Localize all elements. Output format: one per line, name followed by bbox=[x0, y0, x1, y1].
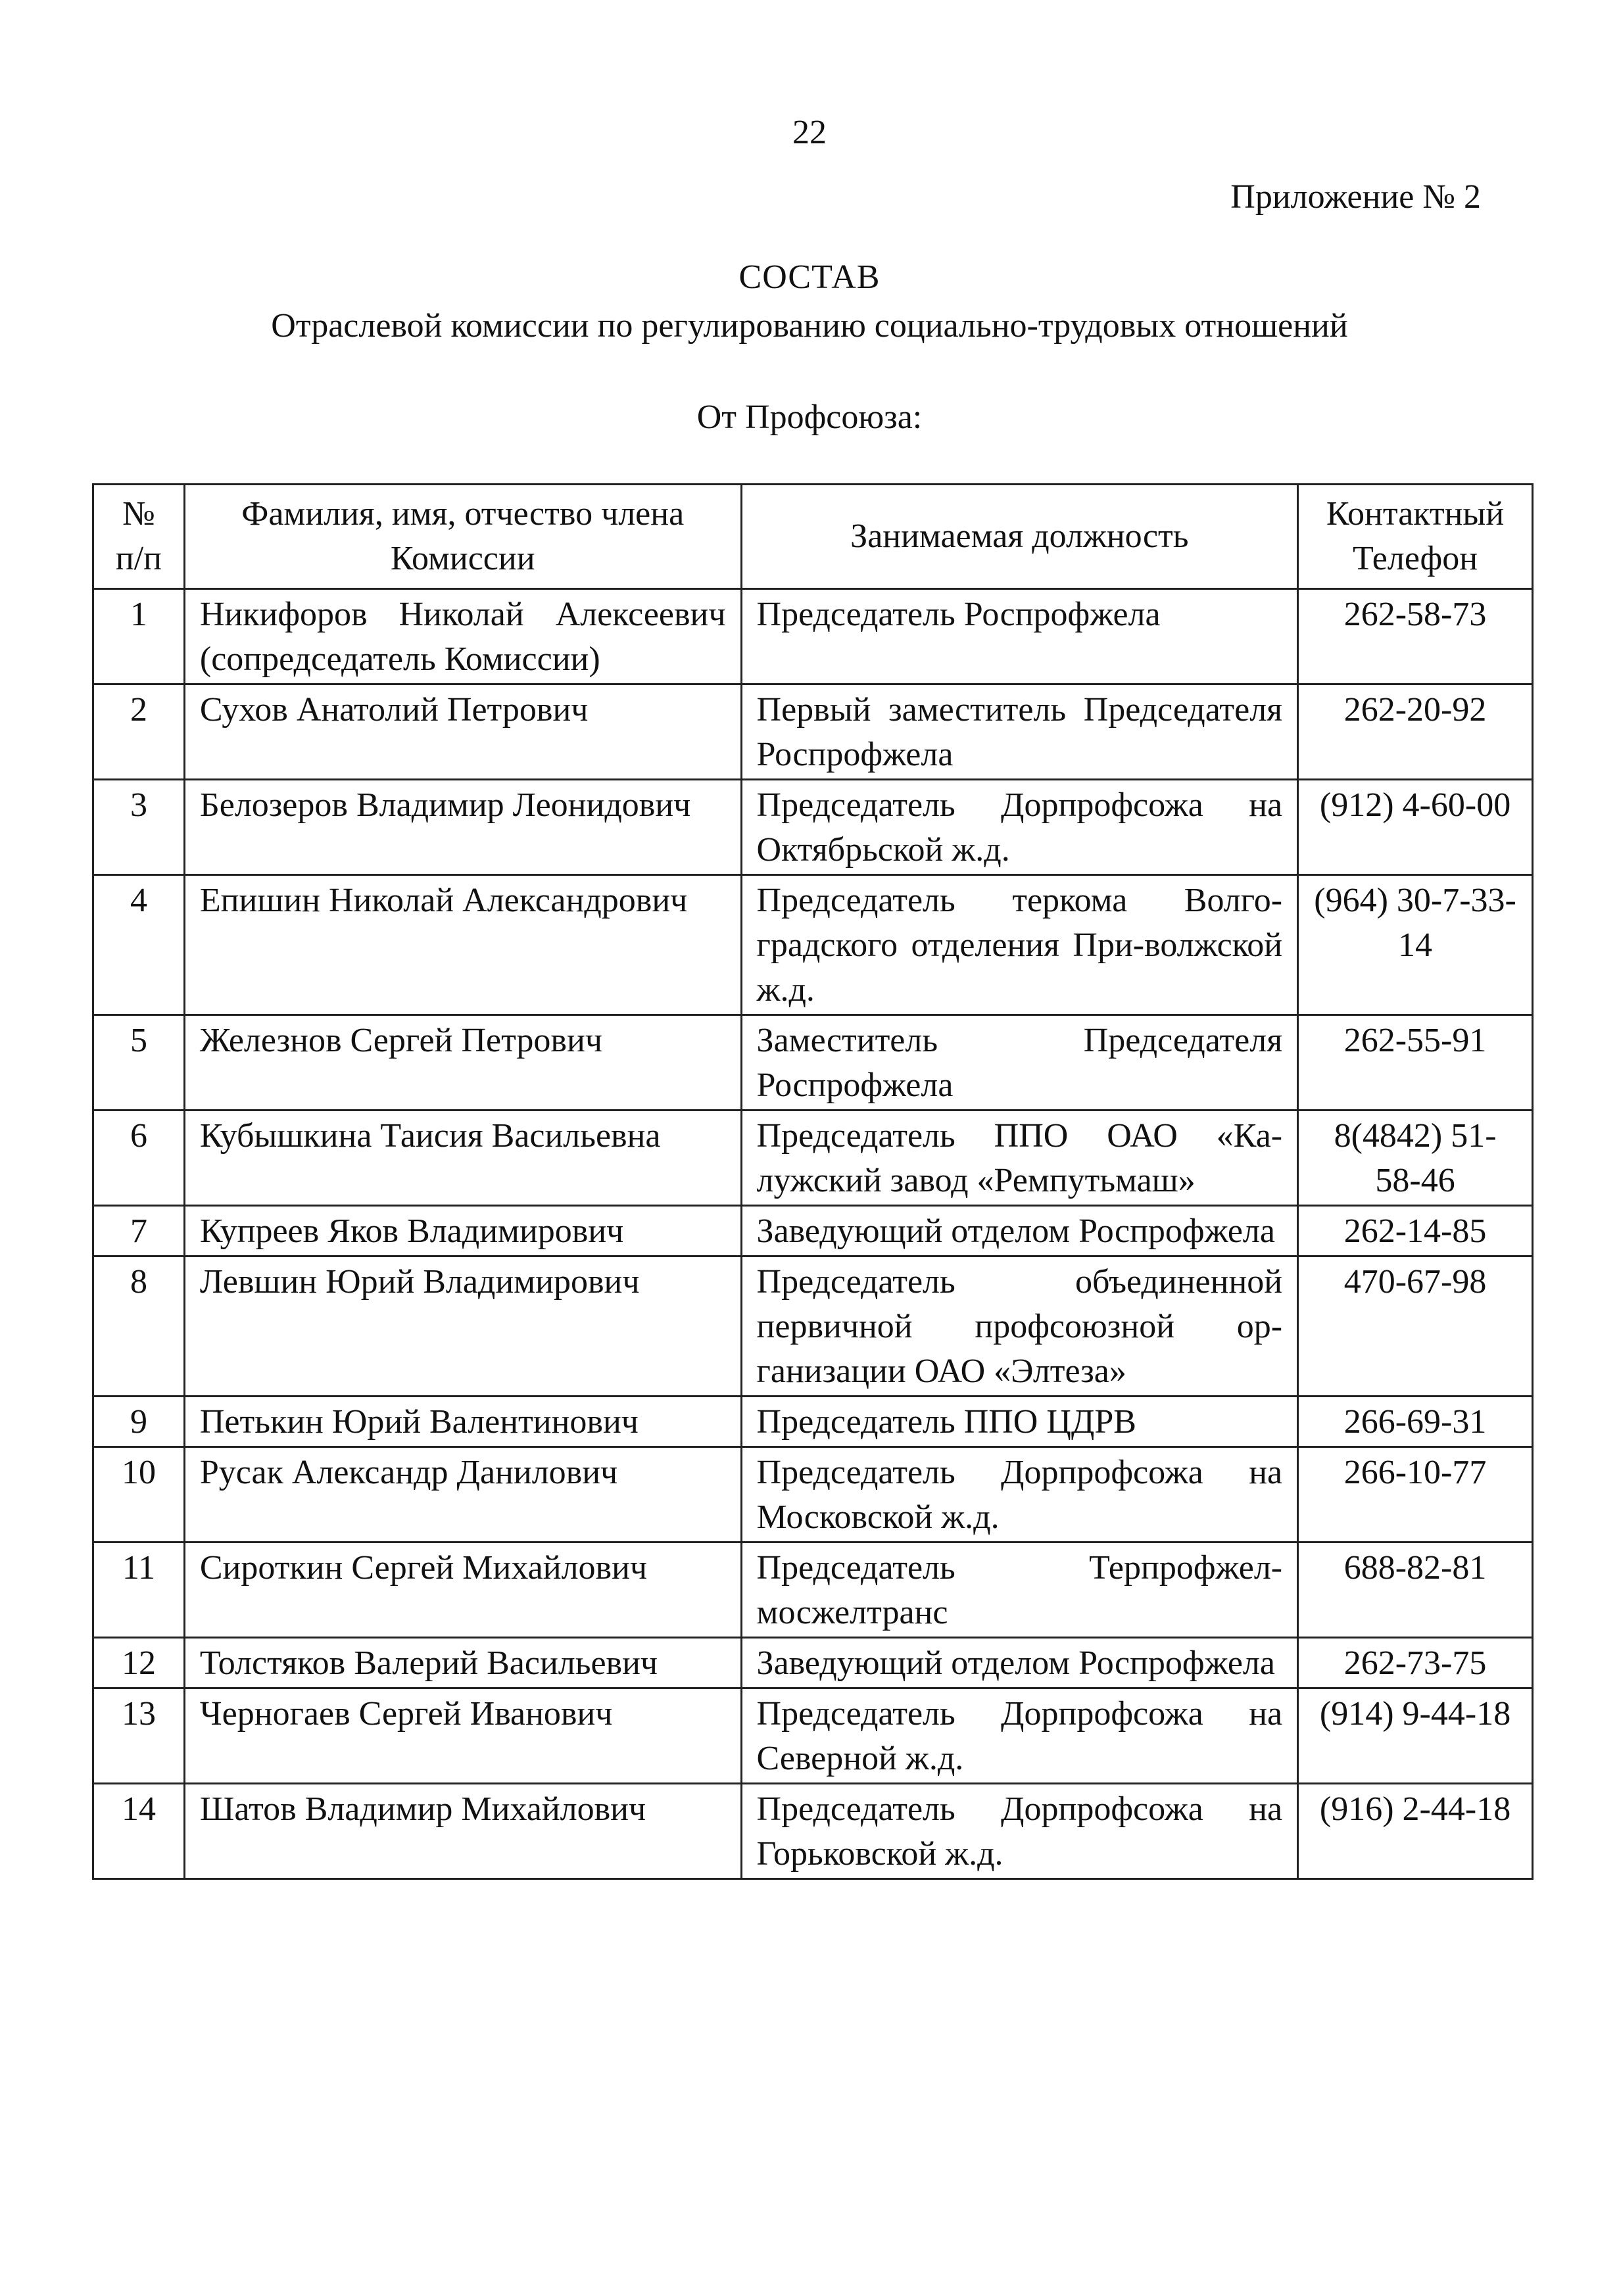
cell-num: 8 bbox=[93, 1256, 185, 1397]
cell-name: Черногаев Сергей Иванович bbox=[184, 1688, 741, 1784]
cell-phone: 266-10-77 bbox=[1298, 1447, 1533, 1543]
cell-num: 1 bbox=[93, 589, 185, 684]
cell-phone: 266-69-31 bbox=[1298, 1397, 1533, 1447]
cell-position: Председатель Дорпрофсожа на Северной ж.д. bbox=[741, 1688, 1298, 1784]
cell-position: Председатель Дорпрофсожа на Московской ж.д. bbox=[741, 1447, 1298, 1543]
cell-phone: (916) 2-44-18 bbox=[1298, 1784, 1533, 1879]
cell-position: Заведующий отделом Роспрофжела bbox=[741, 1638, 1298, 1688]
document-subtitle: Отраслевой комиссии по регулированию социально-трудовых отношений bbox=[271, 307, 1348, 345]
cell-phone: 470-67-98 bbox=[1298, 1256, 1533, 1397]
cell-position: Председатель Дорпрофсожа на Горьковской ж.д. bbox=[741, 1784, 1298, 1879]
cell-phone: 262-58-73 bbox=[1298, 589, 1533, 684]
cell-num: 12 bbox=[93, 1638, 185, 1688]
cell-phone: (914) 9-44-18 bbox=[1298, 1688, 1533, 1784]
header-name: Фамилия, имя, отчество члена Комиссии bbox=[184, 485, 741, 589]
document-title: СОСТАВ bbox=[738, 258, 881, 296]
cell-phone: 8(4842) 51-58-46 bbox=[1298, 1111, 1533, 1206]
table-header-row bbox=[93, 485, 1533, 589]
cell-phone: (912) 4-60-00 bbox=[1298, 780, 1533, 875]
cell-name: Сухов Анатолий Петрович bbox=[184, 684, 741, 780]
cell-name: Железнов Сергей Петрович bbox=[184, 1015, 741, 1111]
header-phone: Контактный Телефон bbox=[1298, 485, 1533, 589]
cell-name: Кубышкина Таисия Васильевна bbox=[184, 1111, 741, 1206]
cell-num: 3 bbox=[93, 780, 185, 875]
table-row bbox=[93, 1397, 1533, 1447]
table-row bbox=[93, 1784, 1533, 1879]
table-row bbox=[93, 1638, 1533, 1688]
cell-name: Левшин Юрий Владимирович bbox=[184, 1256, 741, 1397]
appendix-label: Приложение № 2 bbox=[1230, 178, 1481, 216]
cell-name: Петькин Юрий Валентинович bbox=[184, 1397, 741, 1447]
cell-phone: 262-55-91 bbox=[1298, 1015, 1533, 1111]
table-row bbox=[93, 875, 1533, 1015]
cell-position: Первый заместитель Председателя Роспрофжела bbox=[741, 684, 1298, 780]
table-row bbox=[93, 1206, 1533, 1256]
cell-name: Русак Александр Данилович bbox=[184, 1447, 741, 1543]
table-row bbox=[93, 1111, 1533, 1206]
cell-num: 6 bbox=[93, 1111, 185, 1206]
cell-position: Председатель Дорпрофсожа на Октябрьской ж.д. bbox=[741, 780, 1298, 875]
cell-num: 7 bbox=[93, 1206, 185, 1256]
cell-name: Сироткин Сергей Михайлович bbox=[184, 1543, 741, 1638]
table-row bbox=[93, 589, 1533, 684]
cell-name: Толстяков Валерий Васильевич bbox=[184, 1638, 741, 1688]
cell-num: 14 bbox=[93, 1784, 185, 1879]
cell-name: Купреев Яков Владимирович bbox=[184, 1206, 741, 1256]
header-position: Занимаемая должность bbox=[741, 485, 1298, 589]
cell-num: 2 bbox=[93, 684, 185, 780]
cell-name: Белозеров Владимир Леонидович bbox=[184, 780, 741, 875]
cell-name: Шатов Владимир Михайлович bbox=[184, 1784, 741, 1879]
cell-name: Епишин Николай Александрович bbox=[184, 875, 741, 1015]
table-row bbox=[93, 1015, 1533, 1111]
cell-position: Заведующий отделом Роспрофжела bbox=[741, 1206, 1298, 1256]
table-row bbox=[93, 1688, 1533, 1784]
cell-phone: 262-73-75 bbox=[1298, 1638, 1533, 1688]
cell-num: 13 bbox=[93, 1688, 185, 1784]
cell-phone: (964) 30-7-33-14 bbox=[1298, 875, 1533, 1015]
members-table bbox=[92, 483, 1534, 1880]
header-num: № п/п bbox=[93, 485, 185, 589]
table-body bbox=[93, 589, 1533, 1879]
cell-phone: 262-20-92 bbox=[1298, 684, 1533, 780]
cell-position: Председатель теркома Волго-градского отделения При-волжской ж.д. bbox=[741, 875, 1298, 1015]
cell-num: 4 bbox=[93, 875, 185, 1015]
cell-num: 5 bbox=[93, 1015, 185, 1111]
cell-phone: 262-14-85 bbox=[1298, 1206, 1533, 1256]
table-row bbox=[93, 1447, 1533, 1543]
cell-position: Председатель объединенной первичной профсоюзной ор-ганизации ОАО «Элтеза» bbox=[741, 1256, 1298, 1397]
cell-position: Председатель Терпрофжел-мосжелтранс bbox=[741, 1543, 1298, 1638]
table-row bbox=[93, 1256, 1533, 1397]
cell-phone: 688-82-81 bbox=[1298, 1543, 1533, 1638]
section-heading: От Профсоюза: bbox=[696, 398, 923, 436]
cell-position: Председатель ППО ЦДРВ bbox=[741, 1397, 1298, 1447]
page-number: 22 bbox=[792, 114, 827, 151]
cell-position: Председатель ППО ОАО «Ка-лужский завод «Ремпутьмаш» bbox=[741, 1111, 1298, 1206]
cell-position: Председатель Роспрофжела bbox=[741, 589, 1298, 684]
table-row bbox=[93, 684, 1533, 780]
cell-num: 9 bbox=[93, 1397, 185, 1447]
cell-name: Никифоров Николай Алексеевич (сопредседатель Комиссии) bbox=[184, 589, 741, 684]
table-row bbox=[93, 1543, 1533, 1638]
table-row bbox=[93, 780, 1533, 875]
cell-num: 10 bbox=[93, 1447, 185, 1543]
cell-num: 11 bbox=[93, 1543, 185, 1638]
cell-position: Заместитель Председателя Роспрофжела bbox=[741, 1015, 1298, 1111]
